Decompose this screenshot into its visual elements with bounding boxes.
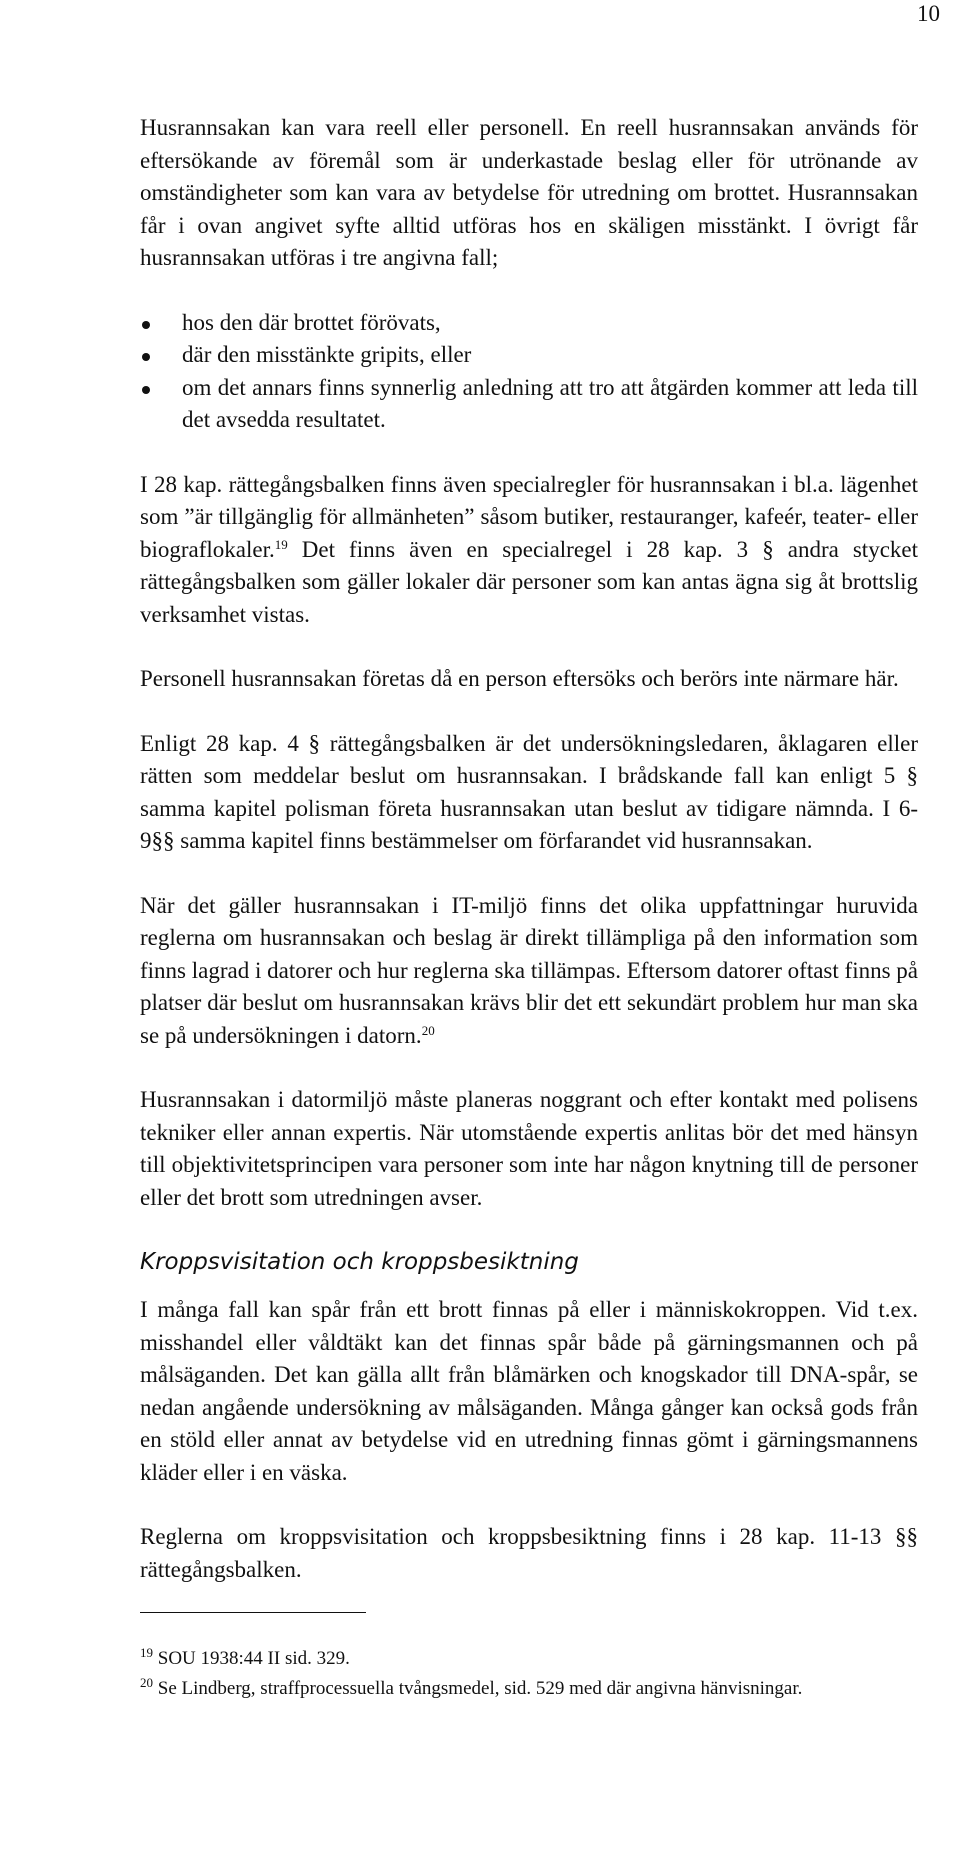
paragraph-text: Det finns även en specialregel i 28 kap. 3 § andra stycket rättegångsbalken som gäller lokaler där personer som kan antas ägna sig åt brottslig verksamhet vistas.: [140, 536, 918, 627]
paragraph-reglerna: Reglerna om kroppsvisitation och kroppsbesiktning finns i 28 kap. 11-13 §§ rättegångsbalken.: [140, 1524, 918, 1582]
footnote-ref-19[interactable]: 19: [274, 536, 288, 552]
footnote-number: 19: [140, 1645, 153, 1660]
paragraph-text: I 28 kap. rättegångsbalken finns även specialregler för husrannsakan i bl.a. lägenhet som ”är tillgänglig för allmänheten” såsom butiker, restauranger, kafeér, teater- eller biograflokaler.: [140, 471, 918, 562]
footnotes: [140, 1647, 918, 1701]
list-item: där den misstänkte gripits, eller: [140, 339, 918, 372]
list-item: om det annars finns synnerlig anledning att tro att åtgärden kommer att leda till det avsedda resultatet.: [140, 372, 918, 437]
list-item: hos den där brottet förövats,: [140, 307, 918, 340]
paragraph-specialregler: [140, 469, 918, 632]
footnote-text: Se Lindberg, straffprocessuella tvångsmedel, sid. 529 med där angivna hänvisningar.: [157, 1678, 803, 1699]
paragraph-text: När det gäller husrannsakan i IT-miljö finns det olika uppfattningar huruvida reglerna om husrannsakan och beslag är direkt tillämpliga på den information som finns lagrad i datorer och hur reglerna ska tillämpas. Eftersom datorer oftast finns på platser där beslut om husrannsakan krävs blir det ett sekundärt problem hur man ska se på undersökningen i datorn.: [140, 892, 918, 1048]
paragraph-it-miljo: [140, 890, 918, 1053]
footnote-ref-20[interactable]: 20: [421, 1022, 435, 1038]
footnote-number: 20: [140, 1675, 153, 1690]
paragraph-spar-kroppen: I många fall kan spår från ett brott finnas på eller i människokroppen. Vid t.ex. misshandel eller våldtäkt kan det finnas spår både på gärningsmannen och på målsäganden. Det kan gälla allt från blåmärken och knogskador till DNA-spår, se nedan angående undersökning av målsäganden. Många gånger kan också gods från en stöld eller annat av betydelse vid en utredning finnas gömt i gärningsmannens kläder eller i en väska.: [140, 1297, 918, 1485]
bullet-list-cases: [140, 307, 918, 437]
footnote-text: SOU 1938:44 II sid. 329.: [157, 1648, 350, 1669]
footnote-19: [140, 1647, 918, 1671]
page-body: [140, 112, 918, 1707]
paragraph-beslut: Enligt 28 kap. 4 § rättegångsbalken är det undersökningsledaren, åklagaren eller rätten som meddelar beslut om husrannsakan. I brådskande fall kan enligt 5 § samma kapitel polisman företa husrannsakan utan beslut av tidigare nämnda. I 6-9§§ samma kapitel finns bestämmelser om förfarandet vid husrannsakan.: [140, 730, 918, 853]
paragraph-personell-husrannsakan: Personell husrannsakan företas då en person eftersöks och berörs inte närmare här.: [140, 666, 899, 691]
paragraph-datormiljo: Husrannsakan i datormiljö måste planeras noggrant och efter kontakt med polisens tekniker eller annan expertis. När utomstående expertis anlitas bör det med hänsyn till objektivitetsprincipen vara personer som inte har någon knytning till de personer eller det brott som utredningen avser.: [140, 1087, 918, 1210]
footnote-20: [140, 1677, 918, 1701]
footnote-divider: [140, 1612, 366, 1613]
paragraph-reell-husrannsakan: Husrannsakan kan vara reell eller personell. En reell husrannsakan används för eftersökande av föremål som är underkastade beslag eller för utrönande av omständigheter som kan vara av betydelse för utredning om brottet. Husrannsakan får i ovan angivet syfte alltid utföras hos en skäligen misstänkt. I övrigt får husrannsakan utföras i tre angivna fall;: [140, 115, 918, 270]
section-heading: Kroppsvisitation och kroppsbesiktning: [140, 1249, 579, 1275]
page-number: 10: [917, 1, 940, 26]
